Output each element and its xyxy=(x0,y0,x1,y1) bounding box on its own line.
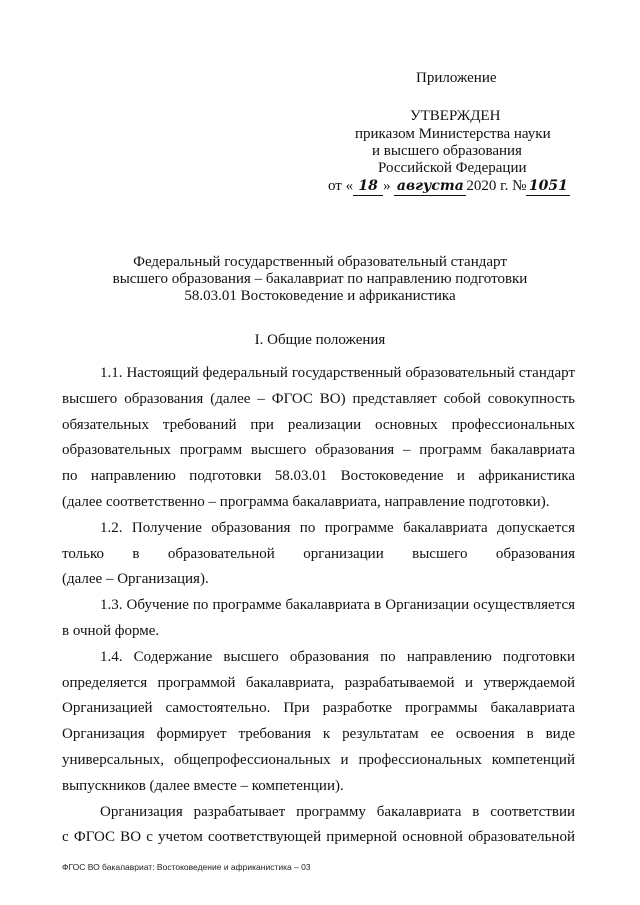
body-text xyxy=(62,361,575,851)
order-line-2: и высшего образования xyxy=(372,143,522,159)
text-line: 1.1. Настоящий федеральный государственный образовательный стандарт xyxy=(100,365,575,381)
handwritten-month: августа xyxy=(396,178,464,194)
doc-title-line-3: 58.03.01 Востоковедение и африканистика xyxy=(184,288,456,304)
doc-title-line-2: высшего образования – бакалавриат по направлению подготовки xyxy=(112,271,528,287)
page-footer: ФГОС ВО бакалавриат: Востоковедение и африканистика – 03 xyxy=(62,862,311,872)
doc-title-line-1: Федеральный государственный образовательный стандарт xyxy=(133,254,507,270)
text-line: (далее – Организация). xyxy=(62,571,209,588)
text-line: Организация формирует требования к результатам ее освоения в виде xyxy=(62,726,575,743)
handwritten-number: 1051 xyxy=(528,178,568,194)
handwritten-day: 18 xyxy=(358,178,378,194)
order-number-field xyxy=(526,178,570,196)
text-line: 1.2. Получение образования по программе бакалавриата допускается xyxy=(100,519,575,536)
date-prefix: от « xyxy=(328,178,354,194)
date-day-field xyxy=(353,178,383,196)
order-line-3: Российской Федерации xyxy=(378,160,527,176)
text-line: 1.3. Обучение по программе бакалавриата в Организации осуществляется xyxy=(100,597,575,614)
text-line: обязательных требований при реализации основных профессиональных xyxy=(62,416,575,433)
date-mid: » xyxy=(383,178,391,194)
text-line: образовательных программ высшего образования – программ бакалавриата xyxy=(62,442,575,459)
text-line: с ФГОС ВО с учетом соответствующей примерной основной образовательной xyxy=(62,829,575,846)
text-line: только в образовательной организации высшего образования xyxy=(62,545,575,562)
order-date-line xyxy=(328,178,570,196)
text-line: высшего образования (далее – ФГОС ВО) представляет собой совокупность xyxy=(62,390,575,407)
appendix-label: Приложение xyxy=(416,70,497,86)
order-line-1: приказом Министерства науки xyxy=(355,126,551,142)
text-line: 1.4. Содержание высшего образования по направлению подготовки xyxy=(100,648,575,665)
text-line: по направлению подготовки 58.03.01 Востоковедение и африканистика xyxy=(62,468,575,485)
date-month-field xyxy=(394,178,466,196)
section-title: I. Общие положения xyxy=(254,332,386,348)
text-line: определяется программой бакалавриата, разрабатываемой и утверждаемой xyxy=(62,674,575,691)
approved-label: УТВЕРЖДЕН xyxy=(410,108,501,124)
text-line: универсальных, общепрофессиональных и профессиональных компетенций xyxy=(62,751,575,768)
text-line: выпускников (далее вместе – компетенции). xyxy=(62,777,344,794)
date-year-number-label: 2020 г. № xyxy=(466,178,527,194)
text-line: в очной форме. xyxy=(62,622,160,639)
text-line: Организация разрабатывает программу бакалавриата в соответствии xyxy=(100,803,575,820)
text-line: (далее соответственно – программа бакалавриата, направление подготовки). xyxy=(62,493,550,510)
text-line: Организацией самостоятельно. При разработке программы бакалавриата xyxy=(62,700,575,717)
